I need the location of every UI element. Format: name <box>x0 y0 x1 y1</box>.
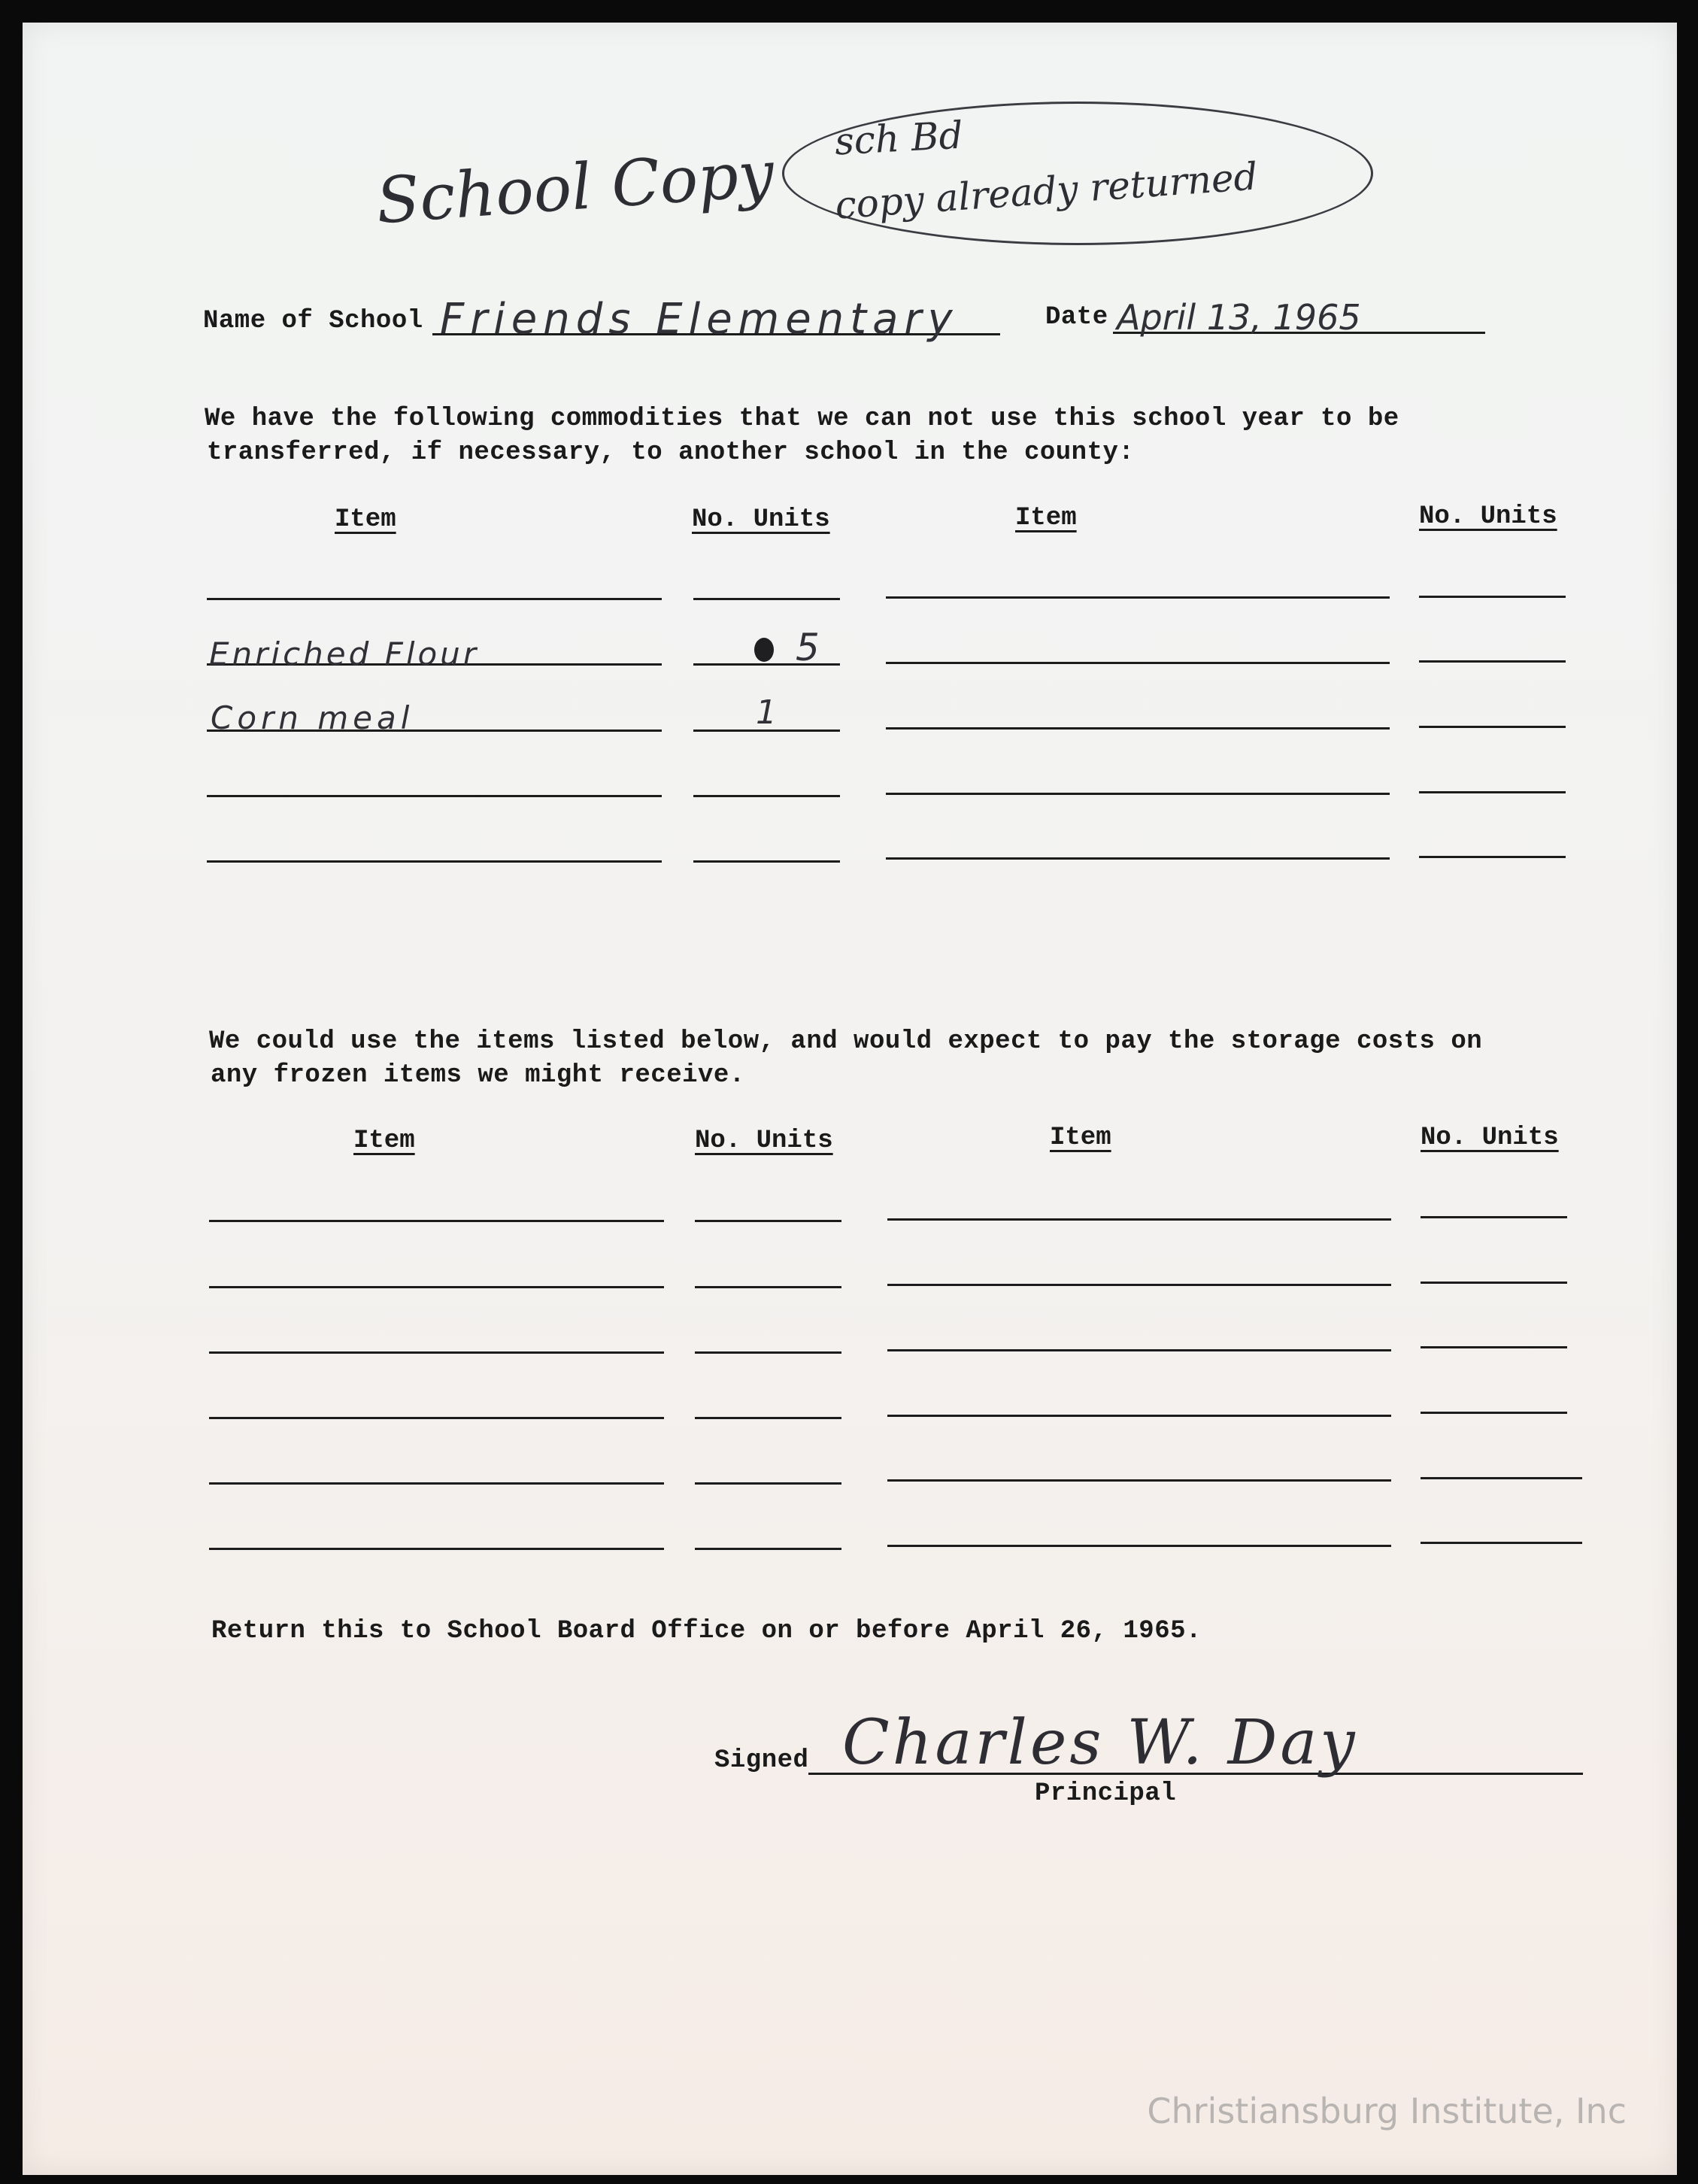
date-label: Date <box>1045 303 1108 332</box>
section1-col-item-right: Item <box>1015 504 1077 532</box>
section2-row5-item-line <box>209 1482 664 1485</box>
section2-intro-line1: We could use the items listed below, and would expect to pay the storage costs on <box>209 1027 1483 1056</box>
circled-note-line1: sch Bd <box>833 113 964 164</box>
ink-blot-mark <box>754 638 774 662</box>
name-of-school-label: Name of School <box>203 307 423 335</box>
section2-row5-units-line-right <box>1421 1477 1582 1479</box>
section2-col-item-right: Item <box>1050 1124 1111 1152</box>
section1-row3-item: Corn meal <box>211 699 414 736</box>
section2-row6-units-line <box>695 1548 841 1550</box>
section1-col-units-right: No. Units <box>1419 502 1557 531</box>
section2-intro-line2: any frozen items we might receive. <box>211 1061 745 1090</box>
section1-row1-item-line <box>207 598 662 600</box>
section2-row2-item-line <box>209 1286 664 1288</box>
section1-col-item-left: Item <box>335 505 396 534</box>
name-of-school-value: Friends Elementary <box>440 295 959 344</box>
section1-col-units-left: No. Units <box>692 505 830 534</box>
section1-row5-units-line-right <box>1419 856 1566 858</box>
school-copy-note: School Copy <box>374 136 777 238</box>
section2-row3-units-line-right <box>1421 1346 1567 1348</box>
section1-row1-units-line-right <box>1419 596 1566 598</box>
principal-label: Principal <box>1035 1779 1177 1808</box>
section2-row2-units-line <box>695 1286 841 1288</box>
section2-row4-item-line <box>209 1417 664 1419</box>
section1-row1-item-line-right <box>886 596 1390 599</box>
section1-row4-item-line-right <box>886 793 1390 795</box>
date-value: April 13, 1965 <box>1117 297 1361 338</box>
section1-row2-units-line-right <box>1419 660 1566 663</box>
section2-col-units-right: No. Units <box>1421 1124 1559 1152</box>
return-note: Return this to School Board Office on or before April 26, 1965. <box>211 1617 1202 1646</box>
section1-row3-units: 1 <box>756 693 777 732</box>
section2-row6-units-line-right <box>1421 1542 1582 1544</box>
section1-row5-units-line <box>693 860 840 863</box>
section1-row5-item-line-right <box>886 857 1390 860</box>
section2-row6-item-line <box>209 1548 664 1550</box>
section2-col-item-left: Item <box>353 1127 415 1155</box>
section1-row4-units-line-right <box>1419 791 1566 793</box>
section2-row3-units-line <box>695 1351 841 1354</box>
section2-row4-item-line-right <box>887 1415 1391 1417</box>
archive-watermark: Christiansburg Institute, Inc <box>1147 2091 1627 2131</box>
section2-row5-item-line-right <box>887 1479 1391 1482</box>
section1-row4-units-line <box>693 795 840 797</box>
section2-row3-item-line <box>209 1351 664 1354</box>
section2-col-units-left: No. Units <box>695 1127 833 1155</box>
section1-row3-units-line-right <box>1419 726 1566 728</box>
circled-note-line2: copy already returned <box>833 154 1260 228</box>
section2-row1-item-line-right <box>887 1218 1391 1221</box>
section2-row6-item-line-right <box>887 1545 1391 1547</box>
section1-row2-item-line-right <box>886 662 1390 664</box>
section2-row4-units-line-right <box>1421 1412 1567 1414</box>
section2-row5-units-line <box>695 1482 841 1485</box>
section1-row1-units-line <box>693 598 840 600</box>
section2-row1-units-line <box>695 1220 841 1222</box>
section2-row1-units-line-right <box>1421 1216 1567 1218</box>
section1-row2-item: Enriched Flour <box>209 635 480 672</box>
section2-row2-units-line-right <box>1421 1282 1567 1284</box>
section1-intro-line1: We have the following commodities that we can not use this school year to be <box>205 405 1399 433</box>
section1-row4-item-line <box>207 795 662 797</box>
section1-intro-line2: transferred, if necessary, to another school in the county: <box>207 438 1135 467</box>
section1-row3-item-line-right <box>886 727 1390 730</box>
section1-row2-units: 5 <box>796 626 820 669</box>
section2-row4-units-line <box>695 1417 841 1419</box>
section1-row5-item-line <box>207 860 662 863</box>
principal-signature: Charles W. Day <box>842 1707 1358 1779</box>
section2-row1-item-line <box>209 1220 664 1222</box>
section2-row2-item-line-right <box>887 1284 1391 1286</box>
signed-label: Signed <box>714 1746 809 1775</box>
form-paper <box>23 23 1677 2175</box>
section2-row3-item-line-right <box>887 1349 1391 1351</box>
